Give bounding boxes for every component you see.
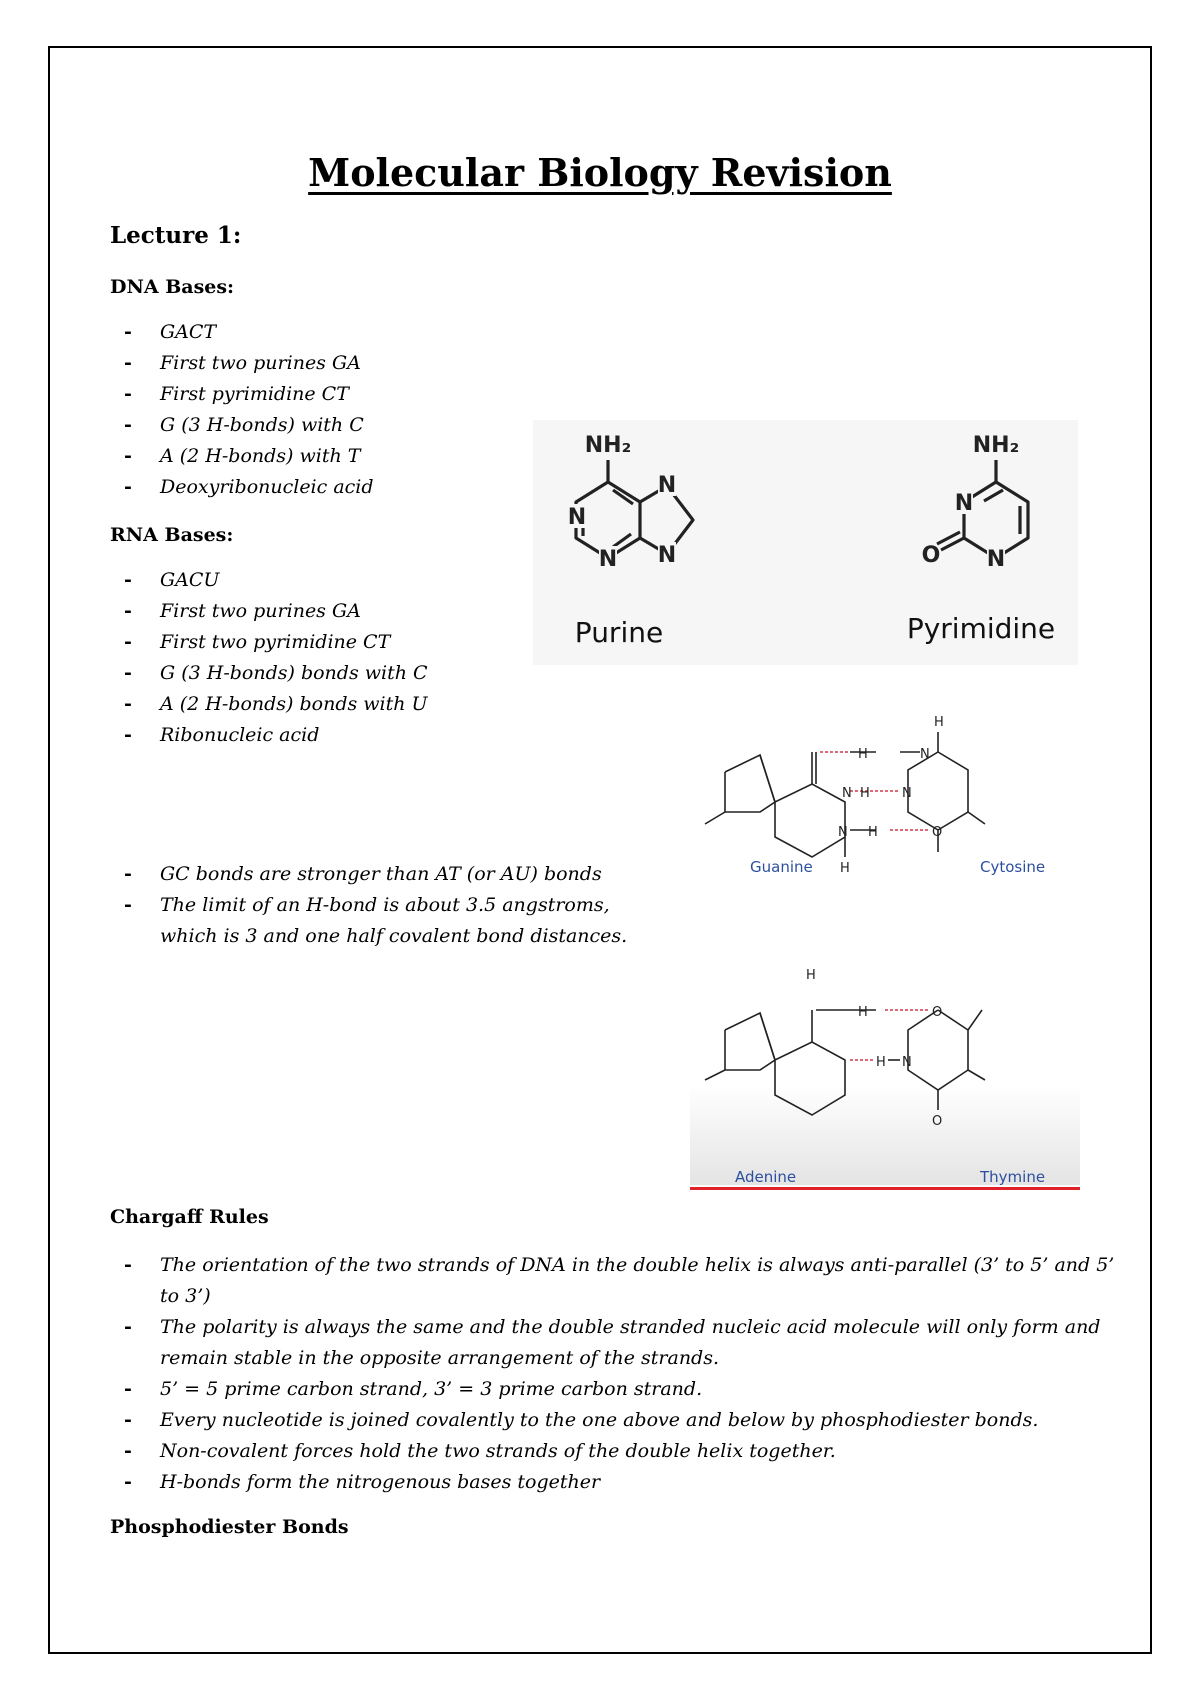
list-item: - A (2 H-bonds) with T (110, 441, 374, 472)
cytosine-label: Cytosine (980, 858, 1046, 876)
list-item: - G (3 H-bonds) bonds with C (110, 658, 428, 689)
page-title: Molecular Biology Revision (308, 150, 892, 195)
atom-n: N (657, 543, 677, 568)
list-item: - The limit of an H-bond is about 3.5 angstroms, which is 3 and one half covalent bond distances. (110, 890, 670, 952)
atom-amine: NH₂ (584, 433, 632, 458)
dna-bases-heading: DNA Bases: (110, 276, 235, 298)
hydrogen-bonds (820, 752, 930, 830)
atom-h: H (876, 1055, 886, 1070)
guanine-cytosine-figure (690, 712, 1070, 952)
list-item: - Every nucleotide is joined covalently to the one above and below by phosphodiester bonds. (110, 1405, 1120, 1436)
list-item: - G (3 H-bonds) with C (110, 410, 374, 441)
hbond-notes-list (110, 859, 670, 952)
atom-h: H (840, 861, 850, 876)
chargaff-heading: Chargaff Rules (110, 1206, 269, 1228)
atom-h: H (934, 715, 944, 730)
atom-n: N (842, 786, 852, 801)
purine-label: Purine (574, 616, 664, 649)
atom-h: H (806, 968, 816, 983)
list-item: - H-bonds form the nitrogenous bases together (110, 1467, 1120, 1498)
lecture-heading: Lecture 1: (110, 222, 242, 249)
chargaff-list (110, 1250, 1120, 1498)
atom-n: N (902, 786, 912, 801)
rna-bases-list (110, 565, 428, 751)
guanine-label: Guanine (750, 858, 813, 876)
atom-o: O (932, 1114, 943, 1129)
adenine-thymine-figure (690, 965, 1080, 1195)
atom-n: N (902, 1055, 912, 1070)
pyrimidine-label: Pyrimidine (906, 612, 1056, 645)
list-item: - The orientation of the two strands of DNA in the double helix is always anti-parallel (3’ to 5’ and 5’ to 3’) (110, 1250, 1120, 1312)
atom-h: H (860, 786, 870, 801)
list-item: - Deoxyribonucleic acid (110, 472, 374, 503)
atom-o: O (932, 825, 943, 840)
rna-bases-heading: RNA Bases: (110, 524, 234, 546)
atom-h: H (858, 1005, 868, 1020)
list-item: - A (2 H-bonds) bonds with U (110, 689, 428, 720)
atom-n: N (598, 547, 618, 572)
list-item: - First two purines GA (110, 596, 428, 627)
list-item: - First pyrimidine CT (110, 379, 374, 410)
thymine-label: Thymine (980, 1168, 1046, 1186)
list-item: - 5’ = 5 prime carbon strand, 3’ = 3 prime carbon strand. (110, 1374, 1120, 1405)
atom-n: N (838, 825, 848, 840)
adenine-label: Adenine (735, 1168, 797, 1186)
phosphodiester-heading: Phosphodiester Bonds (110, 1516, 349, 1538)
figure-baseline (690, 1187, 1080, 1190)
list-item: - Ribonucleic acid (110, 720, 428, 751)
list-item: - Non-covalent forces hold the two strands of the double helix together. (110, 1436, 1120, 1467)
list-item: - GACU (110, 565, 428, 596)
atom-o: O (932, 1005, 943, 1020)
list-item: - First two pyrimidine CT (110, 627, 428, 658)
list-item: - GC bonds are stronger than AT (or AU) bonds (110, 859, 670, 890)
list-item: - GACT (110, 317, 374, 348)
atom-o: O (921, 543, 941, 568)
atom-n: N (954, 491, 974, 516)
dna-bases-list (110, 317, 374, 503)
atom-h: H (868, 825, 878, 840)
list-item: - The polarity is always the same and the double stranded nucleic acid molecule will only form and remain stable in the opposite arrangement of the strands. (110, 1312, 1120, 1374)
atom-amine: NH₂ (972, 433, 1020, 458)
atom-n: N (986, 547, 1006, 572)
list-item: - First two purines GA (110, 348, 374, 379)
purine-pyrimidine-figure (533, 420, 1078, 665)
atom-n: N (567, 505, 587, 530)
atom-h: H (858, 747, 868, 762)
atom-n: N (920, 747, 930, 762)
atom-n: N (657, 473, 677, 498)
